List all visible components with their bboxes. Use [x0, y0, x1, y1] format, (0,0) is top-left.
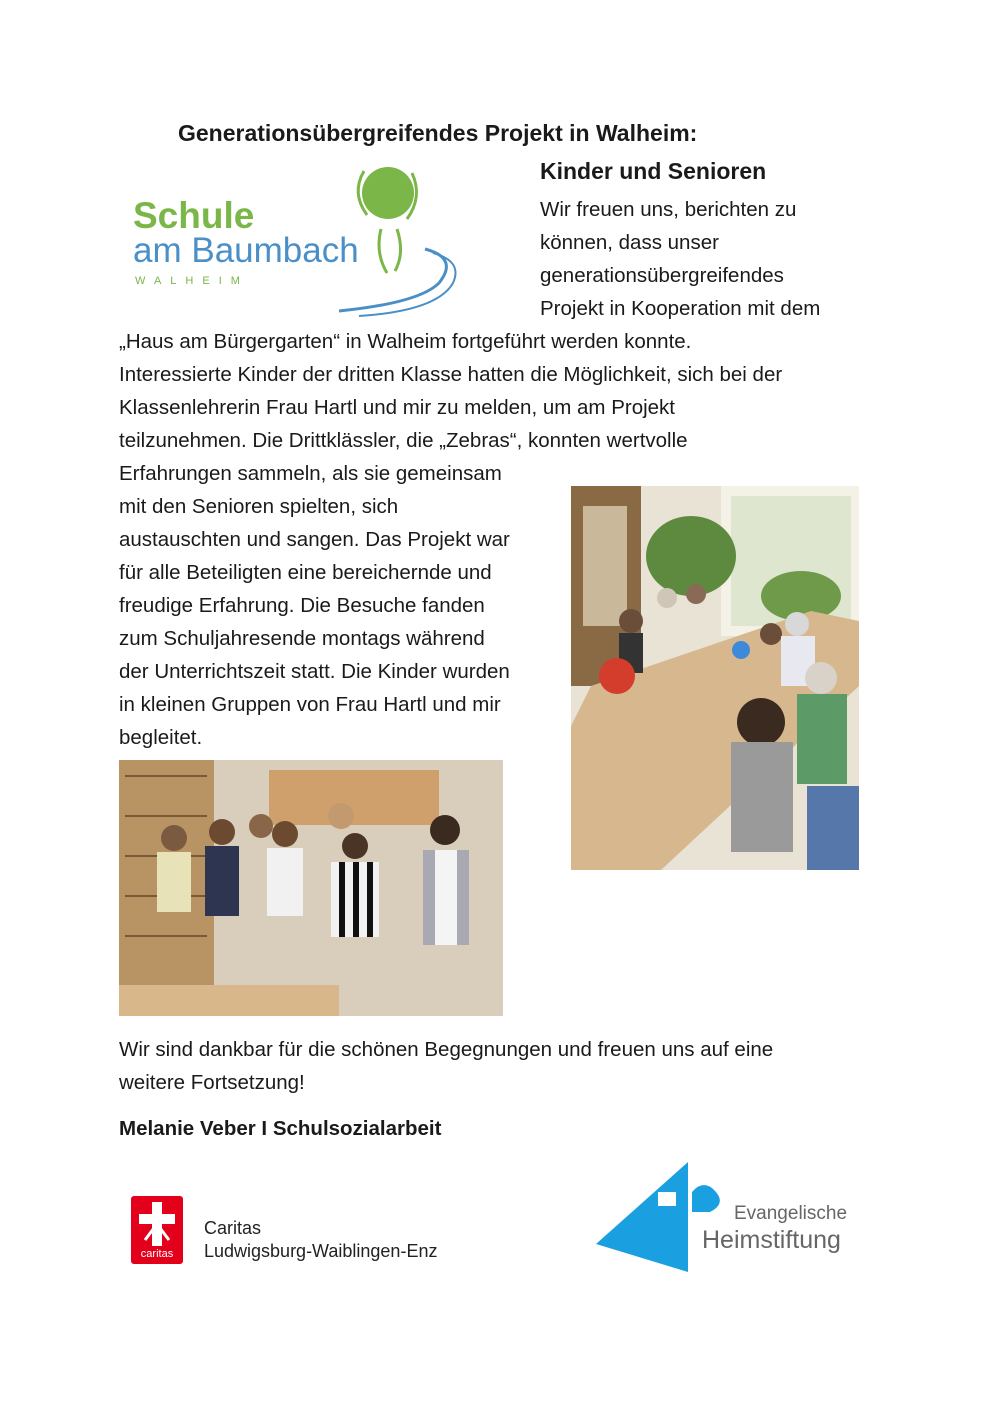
- intro-line: Wir freuen uns, berichten zu: [540, 198, 797, 221]
- body-line: der Unterrichtszeit statt. Die Kinder wurden: [119, 660, 510, 683]
- school-name-line2: am Baumbach: [133, 231, 359, 270]
- body-line: begleitet.: [119, 726, 203, 749]
- ehs-name-line1: Evangelische: [734, 1203, 848, 1224]
- caritas-region: Ludwigsburg-Waiblingen-Enz: [204, 1241, 438, 1261]
- body-line: Klassenlehrerin Frau Hartl und mir zu melden, um am Projekt: [119, 396, 675, 419]
- school-name-line3: WALHEIM: [135, 275, 249, 287]
- body-line: teilzunehmen. Die Drittklässler, die „Zebras“, konnten wertvolle: [119, 429, 688, 452]
- intro-line: können, dass unser: [540, 231, 719, 254]
- page-title: Generationsübergreifendes Projekt in Walheim:: [178, 120, 698, 146]
- caritas-logo: [131, 1196, 183, 1264]
- intro-line: generationsübergreifendes: [540, 264, 784, 287]
- body-line: in kleinen Gruppen von Frau Hartl und mir: [119, 693, 501, 716]
- body-line: mit den Senioren spielten, sich: [119, 495, 399, 518]
- caritas-name: Caritas: [204, 1218, 262, 1238]
- body-line: Erfahrungen sammeln, als sie gemeinsam: [119, 462, 502, 485]
- ehs-name-line2: Heimstiftung: [702, 1226, 841, 1254]
- school-logo: [119, 153, 519, 318]
- closing-line: weitere Fortsetzung!: [119, 1071, 305, 1094]
- signature: Melanie Veber I Schulsozialarbeit: [119, 1117, 442, 1140]
- closing-line: Wir sind dankbar für die schönen Begegnungen und freuen uns auf eine: [119, 1038, 774, 1061]
- body-line: für alle Beteiligten eine bereichernde und: [119, 561, 492, 584]
- page-subtitle: Kinder und Senioren: [540, 158, 767, 184]
- photo-seniors-children-table: [571, 486, 859, 870]
- photo-children-group: [119, 760, 503, 1016]
- photo-seniors-children-table-image: [571, 486, 859, 870]
- body-line: „Haus am Bürgergarten“ in Walheim fortgeführt werden konnte.: [119, 330, 692, 353]
- body-line: austauschten und sangen. Das Projekt war: [119, 528, 510, 551]
- school-name-line1: Schule: [133, 195, 255, 236]
- body-line: Interessierte Kinder der dritten Klasse hatten die Möglichkeit, sich bei der: [119, 363, 783, 386]
- intro-line: Projekt in Kooperation mit dem: [540, 297, 821, 320]
- body-line: freudige Erfahrung. Die Besuche fanden: [119, 594, 485, 617]
- body-line: zum Schuljahresende montags während: [119, 627, 485, 650]
- caritas-badge-text: caritas: [140, 1248, 174, 1260]
- photo-children-group-image: [119, 760, 503, 1016]
